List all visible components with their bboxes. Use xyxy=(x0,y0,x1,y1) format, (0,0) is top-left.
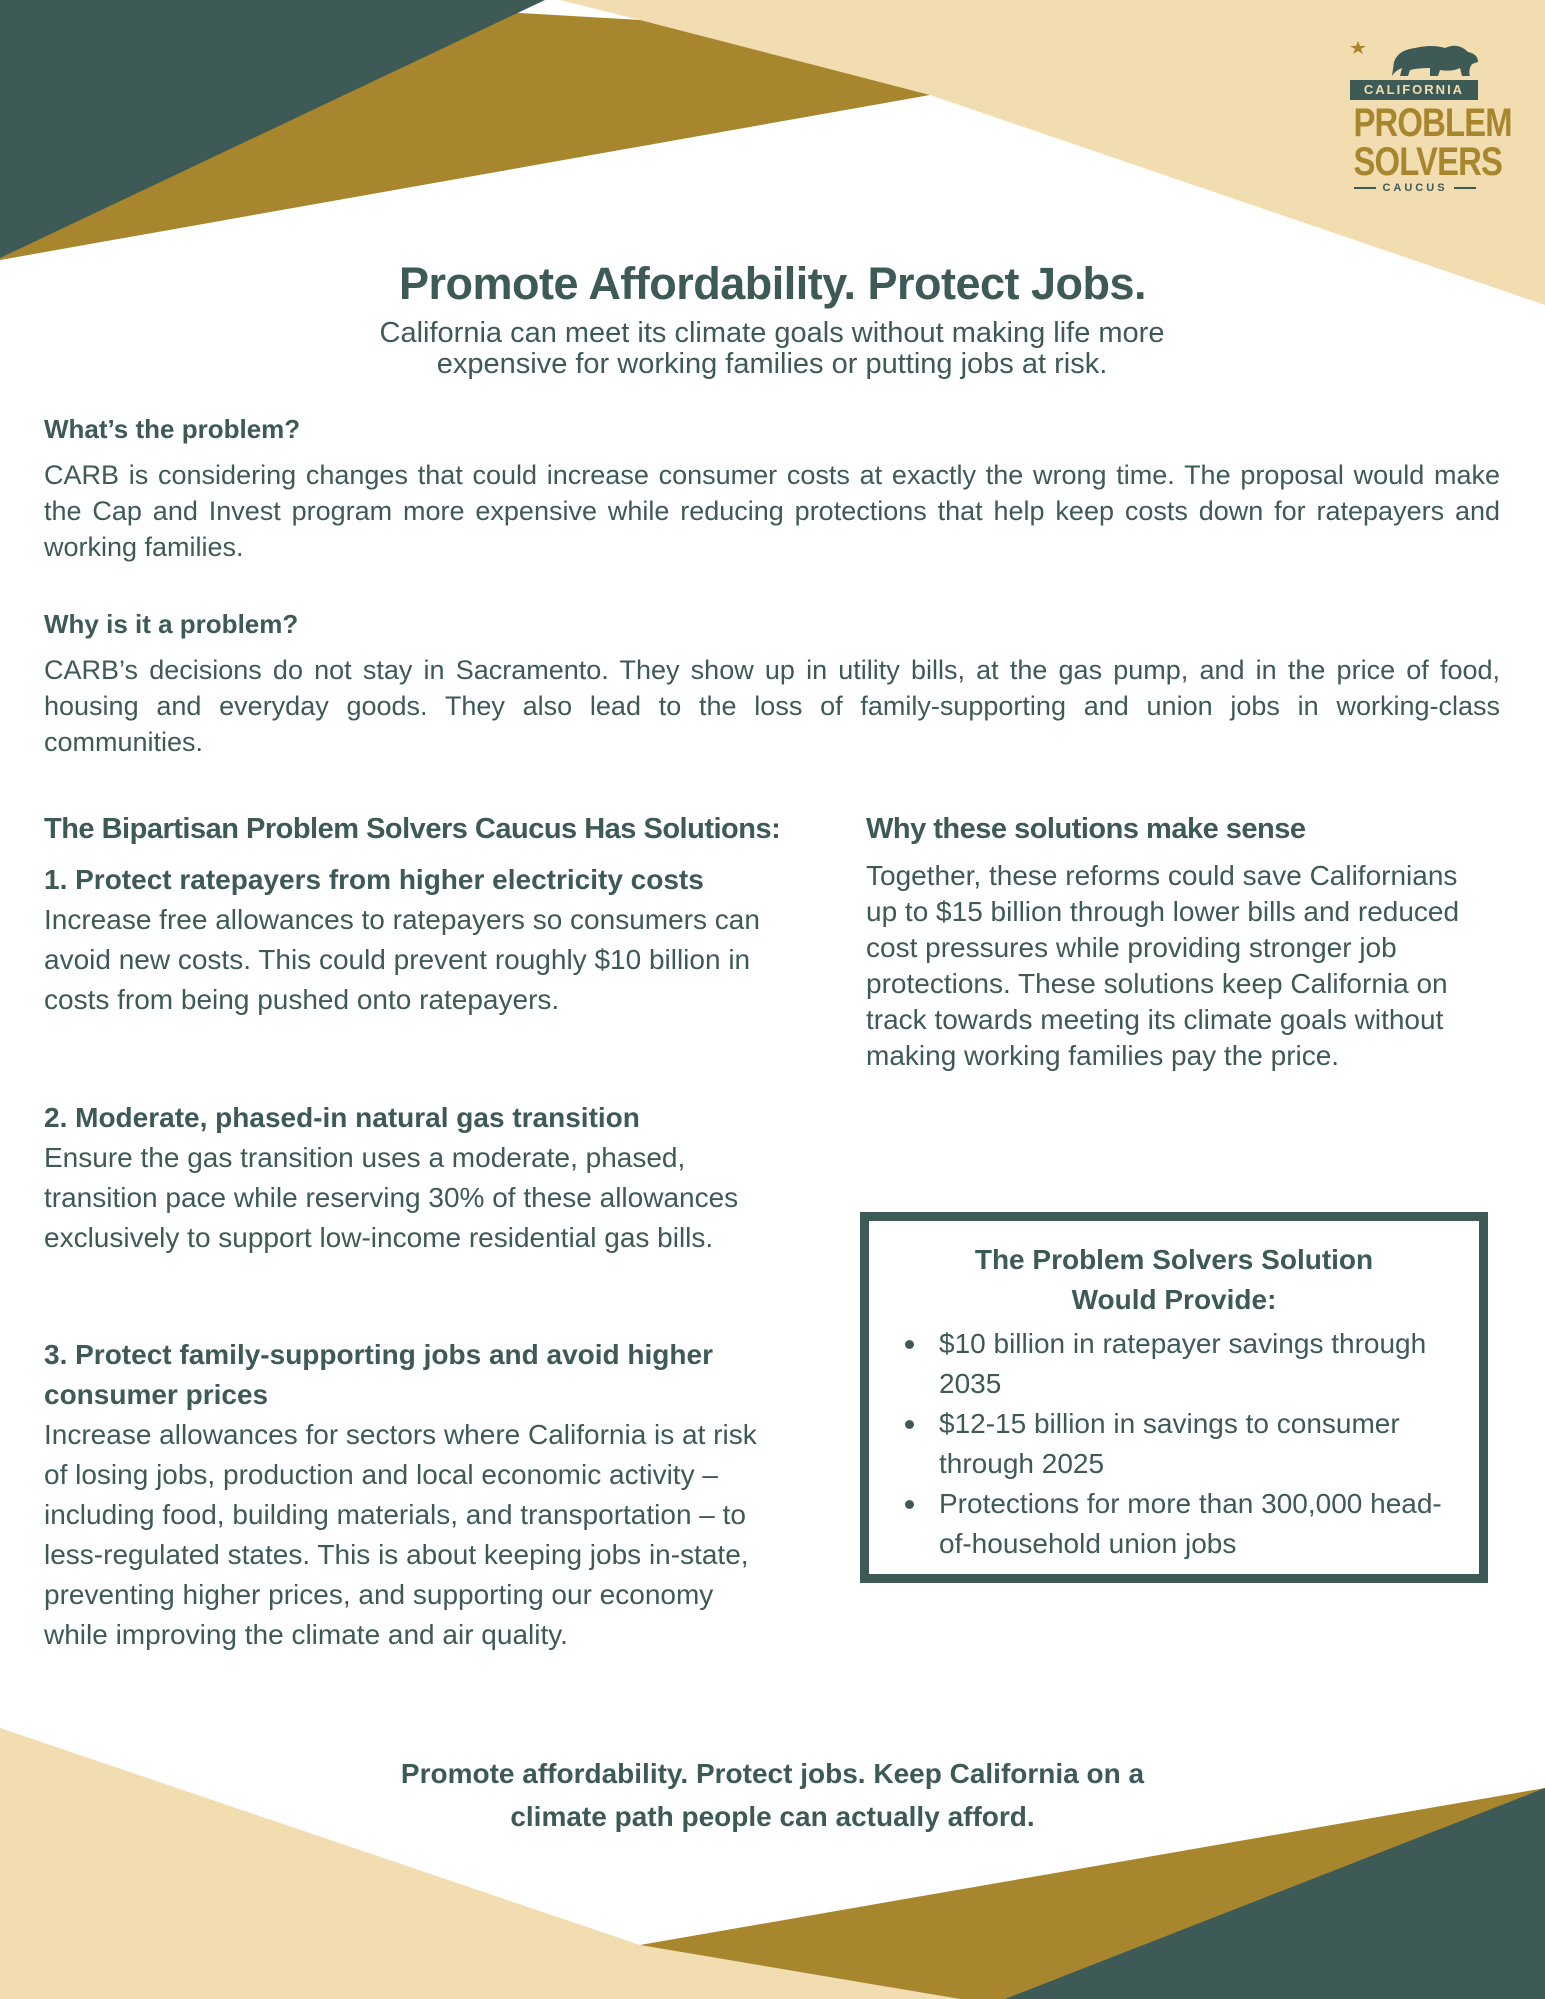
subtitle-line-2: expensive for working families or putting jobs at risk. xyxy=(436,348,1108,380)
logo-solvers-text: SOLVERS xyxy=(1353,140,1503,184)
logo-california-band: CALIFORNIA xyxy=(1350,80,1478,100)
list-item xyxy=(902,1484,1462,1564)
solution-box-title xyxy=(869,1240,1479,1320)
bear-star-icon xyxy=(1340,32,1490,82)
problem-heading: What’s the problem? xyxy=(44,414,301,444)
solution-3-title: 3. Protect family-supporting jobs and avoid higher consumer prices xyxy=(44,1339,713,1410)
solutions-heading: The Bipartisan Problem Solvers Caucus Has Solutions: xyxy=(44,813,781,845)
why-problem-heading: Why is it a problem? xyxy=(44,609,299,639)
logo-problem-text: PROBLEM xyxy=(1353,101,1512,145)
logo-caucus-text: CAUCUS xyxy=(1340,182,1490,194)
why-sense-heading: Why these solutions make sense xyxy=(866,813,1306,845)
list-item xyxy=(902,1324,1462,1404)
solution-2-text: Ensure the gas transition uses a moderate, phased, transition pace while reserving 30% of these allowances exclusively to support low-income residential gas bills. xyxy=(44,1142,739,1253)
solution-3-text: Increase allowances for sectors where California is at risk of losing jobs, production and local economic activity – including food, building materials, and transportation – to less-regulated states. This is about keeping jobs in-state, preventing higher prices, and supporting our economy while improving the climate and air quality. xyxy=(44,1419,757,1650)
solution-box-title-line-2: Would Provide: xyxy=(1071,1284,1277,1315)
solution-box-title-line-1: The Problem Solvers Solution xyxy=(974,1244,1374,1275)
bullet-icon xyxy=(905,1340,914,1349)
closing-line-1: Promote affordability. Protect jobs. Keep California on a xyxy=(400,1758,1145,1789)
solution-1-text: Increase free allowances to ratepayers so consumers can avoid new costs. This could prevent roughly $10 billion in costs from being pushed onto ratepayers. xyxy=(44,904,760,1015)
closing-statement xyxy=(0,1752,1545,1838)
problem-text: CARB is considering changes that could increase consumer costs at exactly the wrong time. The proposal would make the Cap and Invest program more expensive while reducing protections that help keep costs down for ratepayers and working families. xyxy=(44,460,1500,562)
bullet-text: Protections for more than 300,000 head-of-household union jobs xyxy=(939,1488,1442,1559)
solution-summary-box xyxy=(860,1212,1488,1583)
bullet-text: $10 billion in ratepayer savings through 2035 xyxy=(939,1328,1427,1399)
caucus-logo xyxy=(1340,32,1512,202)
list-item xyxy=(902,1404,1462,1484)
solution-1-title: 1. Protect ratepayers from higher electricity costs xyxy=(44,864,704,895)
solution-2-title: 2. Moderate, phased-in natural gas transition xyxy=(44,1102,640,1133)
solution-box-list xyxy=(902,1324,1462,1564)
bullet-text: $12-15 billion in savings to consumer through 2025 xyxy=(939,1408,1400,1479)
page-subtitle xyxy=(272,318,1272,380)
closing-line-2: climate path people can actually afford. xyxy=(510,1801,1035,1832)
bullet-icon xyxy=(905,1420,914,1429)
bullet-icon xyxy=(905,1500,914,1509)
why-sense-text: Together, these reforms could save Californians up to $15 billion through lower bills and reduced cost pressures while providing stronger job protections. These solutions keep California on track towards meeting its climate goals without making working families pay the price. xyxy=(866,860,1460,1071)
page-title: Promote Affordability. Protect Jobs. xyxy=(398,258,1147,309)
subtitle-line-1: California can meet its climate goals without making life more xyxy=(379,317,1165,349)
why-problem-text: CARB’s decisions do not stay in Sacramento. They show up in utility bills, at the gas pump, and in the price of food, housing and everyday goods. They also lead to the loss of family-supporting and union jobs in working-class communities. xyxy=(44,655,1500,757)
